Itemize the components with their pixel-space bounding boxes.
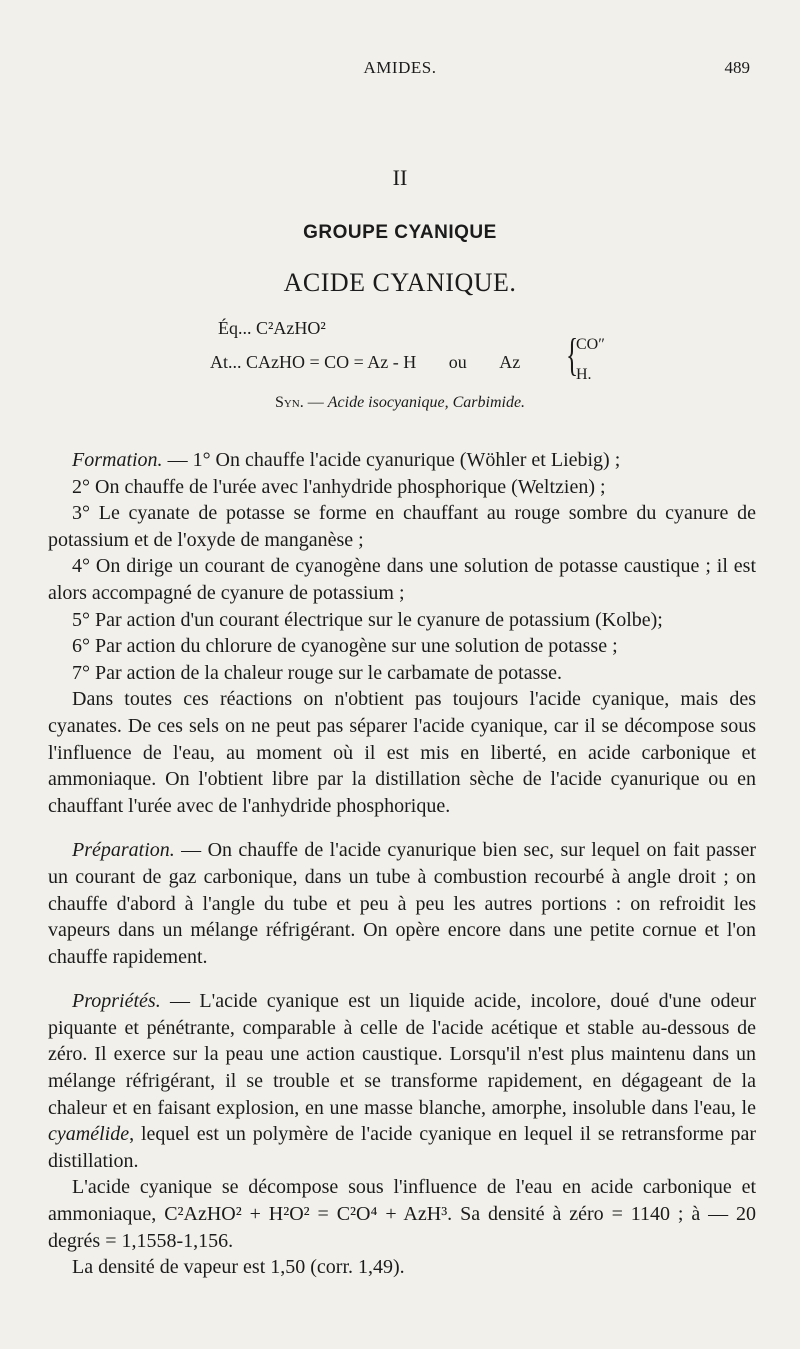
synonyms-dash: — (303, 394, 328, 411)
running-head-title: AMIDES. (363, 58, 437, 77)
formation-paragraph-5: 5° Par action d'un courant électrique sur le cyanure de potassium (Kolbe); (72, 608, 663, 631)
running-head (0, 58, 800, 82)
formation-item-1: — 1° On chauffe l'acide cyanurique (Wöhler et Liebig) ; (162, 449, 621, 471)
at-label: At... (210, 352, 242, 372)
synonyms-label: Syn. (274, 394, 304, 411)
equivalent-formula (218, 318, 326, 339)
formula-brace: { (566, 329, 579, 380)
formation-paragraph-4: 4° On dirige un courant de cyanogène dans une solution de potasse caustique ; il est alors accompagné de cyanure de potassium ; (48, 555, 756, 604)
proprietes-text-a: — L'acide cyanique est un liquide acide, incolore, doué d'une odeur piquante et pénétrante, comparable à celle de l'acide acétique et stable au-dessous de zéro. Il exerce sur la peau une action caustique. Lorsqu'il n'est plus maintenu dans un mélange réfrigérant, il se trouble et se transforme rapidement, en dégageant de la chaleur et en faisant explosion, en une masse blanche, amorphe, insoluble dans l'eau, le (48, 990, 756, 1119)
formation-heading: Formation. (72, 449, 163, 471)
synonyms-line (0, 394, 800, 412)
vapour-density-paragraph: La densité de vapeur est 1,50 (corr. 1,49). (72, 1256, 405, 1279)
group-title: GROUPE CYANIQUE (303, 222, 497, 243)
proprietes-heading: Propriétés. (72, 990, 161, 1013)
proprietes-paragraph (48, 988, 756, 1174)
formation-paragraph-2: 2° On chauffe de l'urée avec l'anhydride phosphorique (Weltzien) ; (72, 475, 606, 498)
synonyms-names: Acide isocyanique, Carbimide. (327, 394, 526, 411)
brace-top-group: CO″ (576, 336, 605, 353)
cyamelide-term: cyamélide (48, 1123, 130, 1146)
formation-paragraph-1 (48, 447, 756, 474)
or-word: ou (448, 352, 467, 372)
page-number: 489 (724, 58, 750, 77)
eq-label: Éq... (218, 318, 252, 338)
section-number: II (392, 165, 408, 190)
preparation-text: — On chauffe de l'acide cyanurique bien sec, sur lequel on fait passer un courant de gaz carbonique, dans un tube à combustion recourbé à angle droit ; on chauffe d'abord à l'angle du tube et peu à peu les autres portions : on refroidit les vapeurs dans un mélange réfrigérant. On opère encore dans une petite cornue et l'on chauffe rapidement. (48, 839, 756, 968)
formation-paragraph-3: 3° Le cyanate de potasse se forme en chauffant au rouge sombre du cyanure de potassium et de l'oxyde de manganèse ; (48, 502, 756, 551)
formation-paragraph-8: Dans toutes ces réactions on n'obtient pas toujours l'acide cyanique, mais des cyanates. De ces sels on ne peut pas séparer l'acide cyanique, car il se décompose sous l'influence de l'eau, au moment où il est mis en liberté, en acide carbonique et ammoniaque. On l'obtient libre par la distillation sèche de l'acide cyanurique ou en chauffant l'urée avec de l'anhydride phosphorique. (48, 688, 756, 817)
substance-title: ACIDE CYANIQUE. (283, 268, 517, 297)
at-formula: CAzHO = CO = Az - H (246, 352, 417, 372)
preparation-paragraph (48, 837, 756, 970)
body-text (48, 447, 756, 1281)
proprietes-text-b: , lequel est un polymère de l'acide cyanique en lequel il se retransforme par distillation. (48, 1123, 756, 1172)
atomic-formula (210, 352, 520, 373)
decomposition-paragraph: L'acide cyanique se décompose sous l'influence de l'eau en acide carbonique et ammoniaque, C²AzHO² + H²O² = C²O⁴ + AzH³. Sa densité à zéro = 1140 ; à — 20 degrés = 1,1558-1,156. (48, 1176, 756, 1252)
eq-formula: C²AzHO² (256, 318, 326, 338)
az-symbol: Az (499, 352, 521, 372)
formation-paragraph-6: 6° Par action du chlorure de cyanogène sur une solution de potasse ; (72, 635, 618, 658)
formation-paragraph-7: 7° Par action de la chaleur rouge sur le carbamate de potasse. (72, 661, 563, 684)
preparation-heading: Préparation. (72, 839, 175, 862)
brace-bottom-group: H. (576, 366, 592, 383)
